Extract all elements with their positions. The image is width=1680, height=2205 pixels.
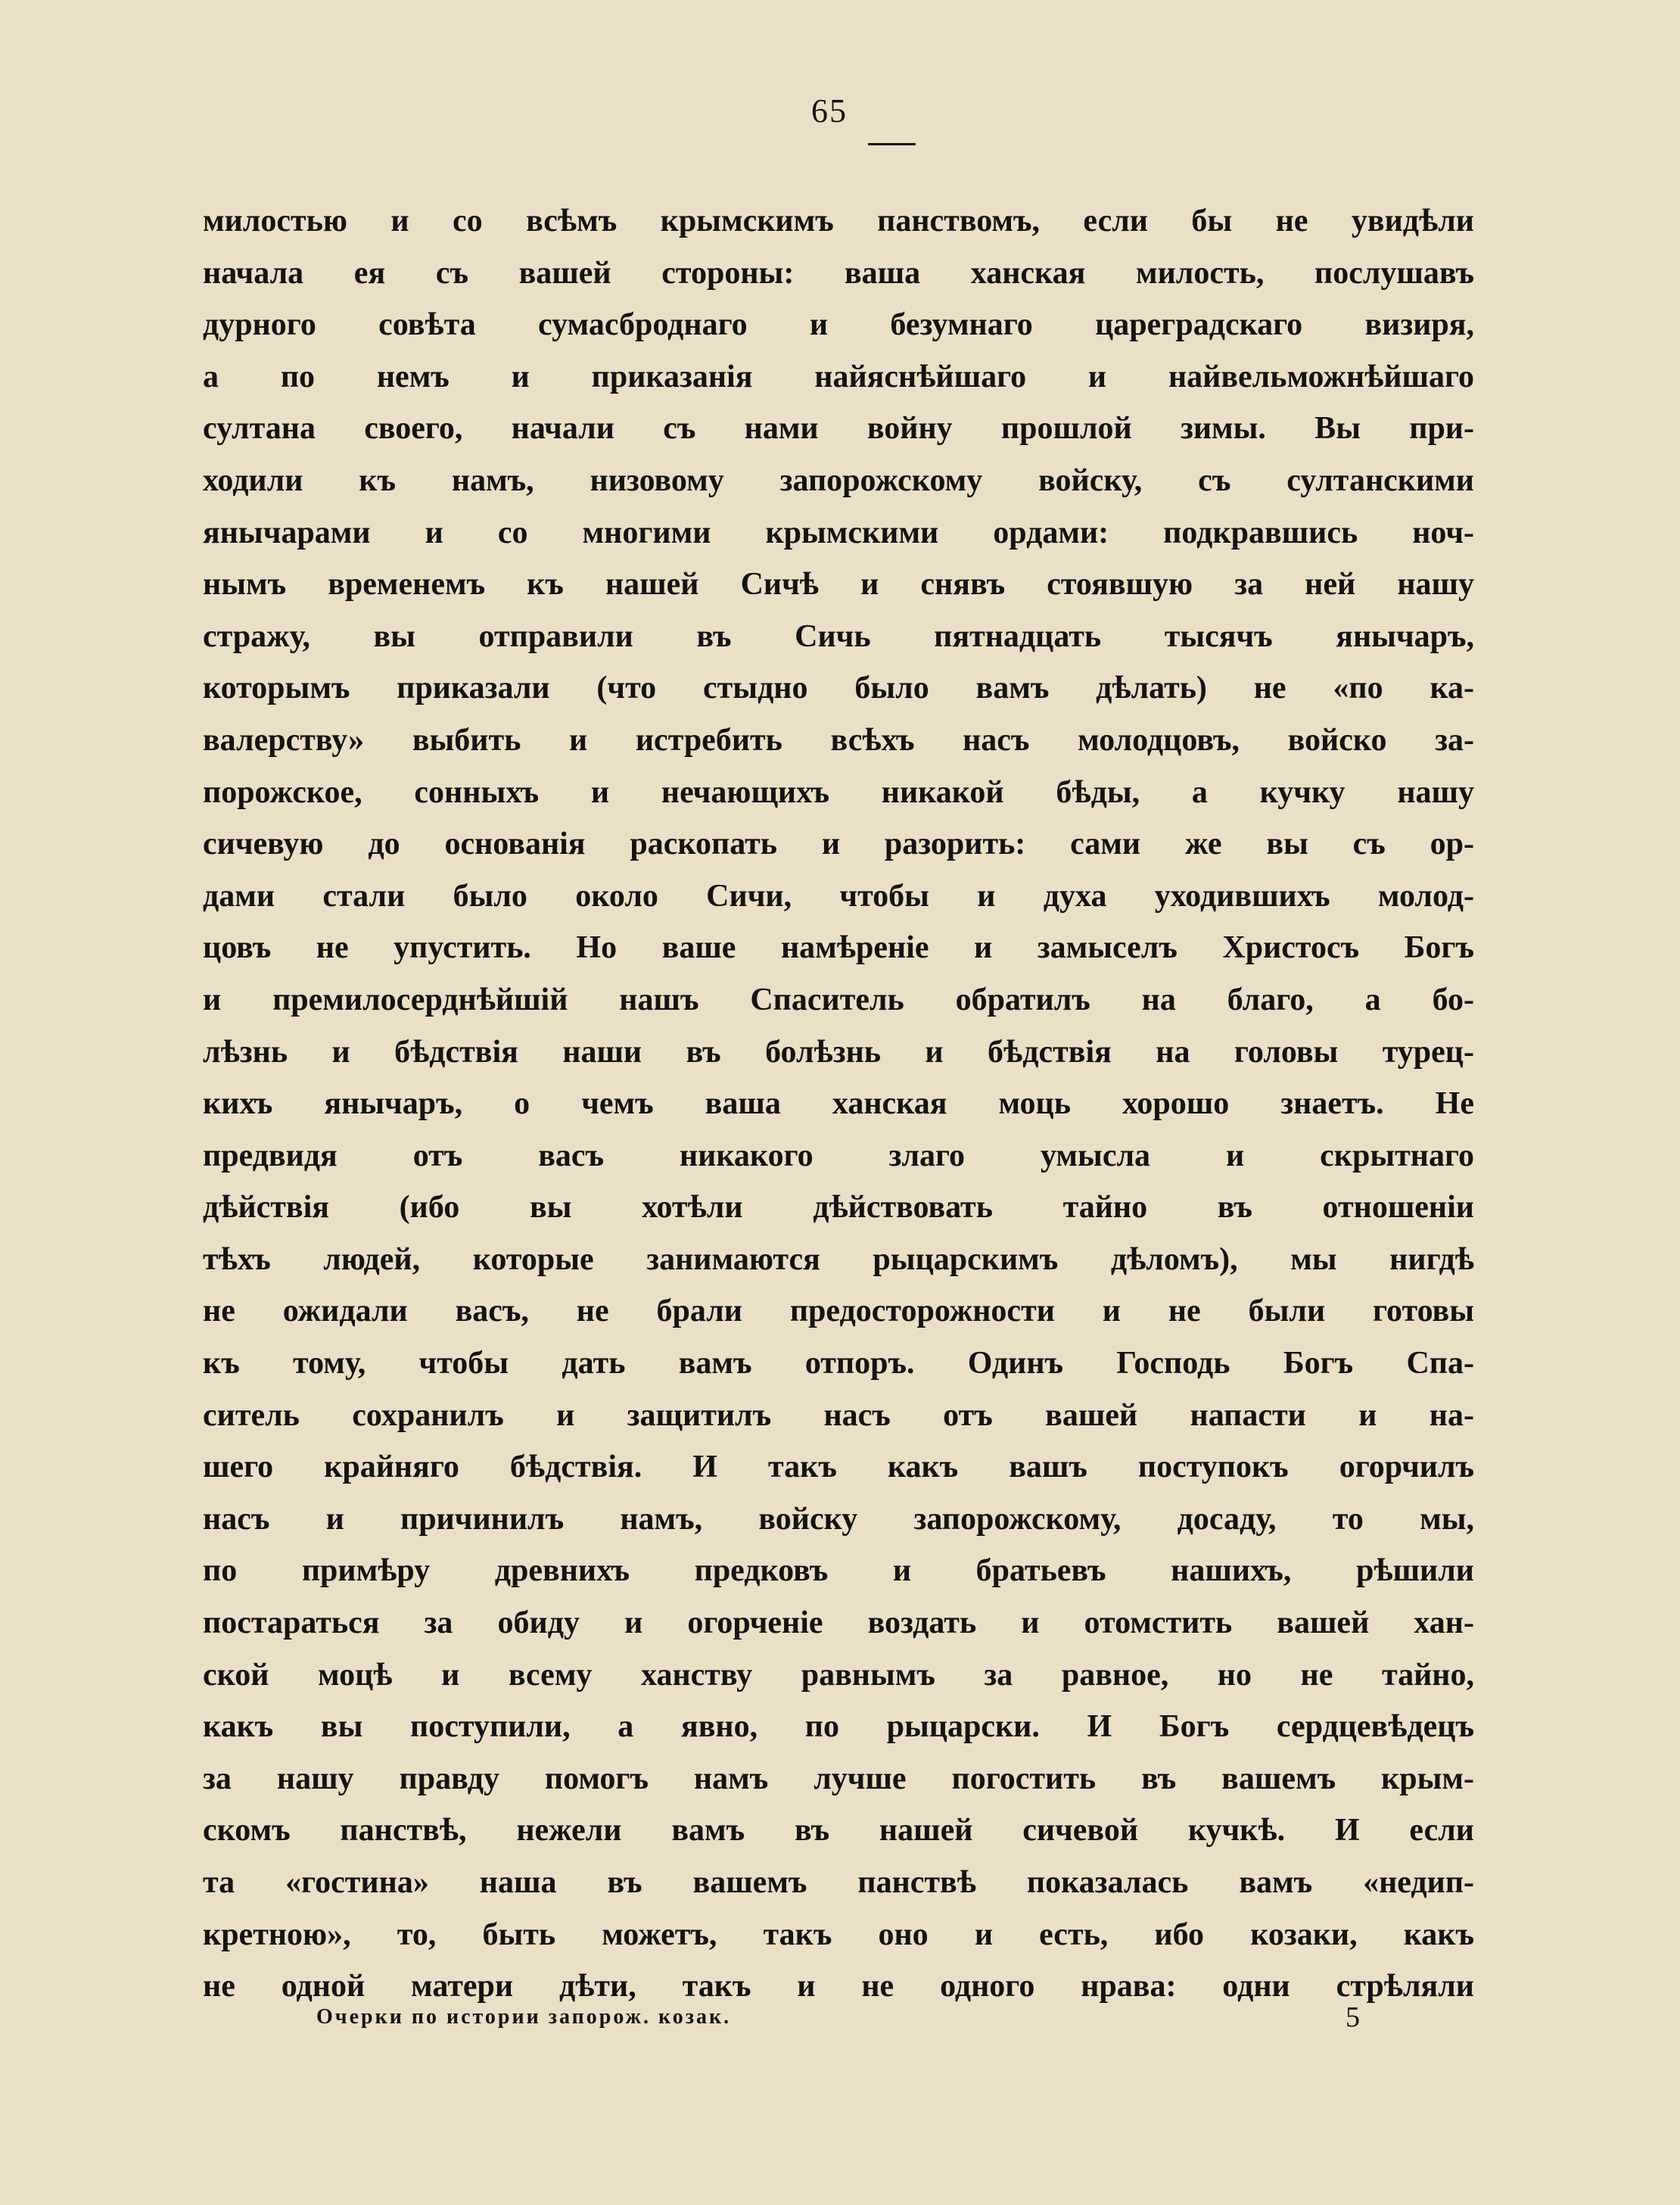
text-line: предвидя отъ васъ никакого злаго умысла и скрытнаго	[203, 1138, 1474, 1173]
text-line: начала ея съ вашей стороны: ваша ханская милость, послушавъ	[203, 255, 1474, 291]
text-line: а по немъ и приказанія найяснѣйшаго и найвельможнѣйшаго	[203, 359, 1474, 394]
text-line: ситель сохранилъ и защитилъ насъ отъ вашей напасти и на-	[203, 1397, 1474, 1433]
text-line: дѣйствія (ибо вы хотѣли дѣйствовать тайно въ отношеніи	[203, 1190, 1474, 1226]
page-number: 65	[811, 92, 848, 129]
footer-title: Очерки по истории запорож. козак.	[316, 2005, 732, 2029]
signature-mark: 5	[1346, 2001, 1360, 2033]
text-line: стражу, вы отправили въ Сичь пятнадцать тысячъ янычаръ,	[203, 618, 1474, 654]
text-line: не ожидали васъ, не брали предосторожности и не были готовы	[203, 1294, 1474, 1329]
text-line: не одной матери дѣти, такъ и не одного нрава: одни стрѣляли	[203, 1969, 1474, 2004]
text-line: ской моцѣ и всему ханству равнымъ за равное, но не тайно,	[203, 1657, 1474, 1693]
text-line: султана своего, начали съ нами войну прошлой зимы. Вы при-	[203, 411, 1474, 447]
text-line: скомъ панствѣ, нежели вамъ въ нашей сичевой кучкѣ. И если	[203, 1813, 1474, 1848]
text-line: постараться за обиду и огорченіе воздать и отомстить вашей хан-	[203, 1605, 1474, 1641]
text-line: лѣзнь и бѣдствія наши въ болѣзнь и бѣдствія на головы турец-	[203, 1034, 1474, 1070]
text-line: цовъ не упустить. Но ваше намѣреніе и замыселъ Христосъ Богъ	[203, 930, 1474, 966]
text-line: порожское, сонныхъ и нечающихъ никакой бѣды, а кучку нашу	[203, 774, 1474, 810]
text-line: кретною», то, быть можетъ, такъ оно и есть, ибо козаки, какъ	[203, 1917, 1474, 1952]
page-number-rule	[868, 143, 916, 145]
text-line: дами стали было около Сичи, чтобы и духа уходившихъ молод-	[203, 878, 1474, 914]
body-text	[203, 195, 1474, 2013]
text-line: за нашу правду помогъ намъ лучше погостить въ вашемъ крым-	[203, 1761, 1474, 1796]
text-line: тѣхъ людей, которые занимаются рыцарскимъ дѣломъ), мы нигдѣ	[203, 1241, 1474, 1277]
text-line: янычарами и со многими крымскими ордами: подкравшись ноч-	[203, 515, 1474, 550]
text-line: та «гостина» наша въ вашемъ панствѣ показалась вамъ «недип-	[203, 1865, 1474, 1900]
text-line: валерству» выбить и истребить всѣхъ насъ молодцовъ, войско за-	[203, 722, 1474, 758]
text-line: къ тому, чтобы дать вамъ отпоръ. Одинъ Господь Богъ Спа-	[203, 1346, 1474, 1381]
text-line: нымъ временемъ къ нашей Сичѣ и снявъ стоявшую за ней нашу	[203, 567, 1474, 603]
text-line: кихъ янычаръ, о чемъ ваша ханская моць хорошо знаетъ. Не	[203, 1086, 1474, 1122]
text-line: сичевую до основанія раскопать и разорить: сами же вы съ ор-	[203, 827, 1474, 862]
text-line: какъ вы поступили, а явно, по рыцарски. И Богъ сердцевѣдецъ	[203, 1709, 1474, 1745]
text-line: шего крайняго бѣдствія. И такъ какъ вашъ поступокъ огорчилъ	[203, 1450, 1474, 1485]
text-line: насъ и причинилъ намъ, войску запорожскому, досаду, то мы,	[203, 1501, 1474, 1537]
text-line: ходили къ намъ, низовому запорожскому войску, съ султанскими	[203, 462, 1474, 498]
text-line: которымъ приказали (что стыдно было вамъ дѣлать) не «по ка-	[203, 671, 1474, 706]
text-line: по примѣру древнихъ предковъ и братьевъ нашихъ, рѣшили	[203, 1553, 1474, 1589]
text-line: дурного совѣта сумасброднаго и безумнаго цареградскаго визиря,	[203, 307, 1474, 343]
text-line: милостью и со всѣмъ крымскимъ панствомъ, если бы не увидѣли	[203, 204, 1474, 238]
text-line: и премилосерднѣйшій нашъ Спаситель обратилъ на благо, а бо-	[203, 982, 1474, 1017]
page-footer	[203, 1998, 1368, 2036]
